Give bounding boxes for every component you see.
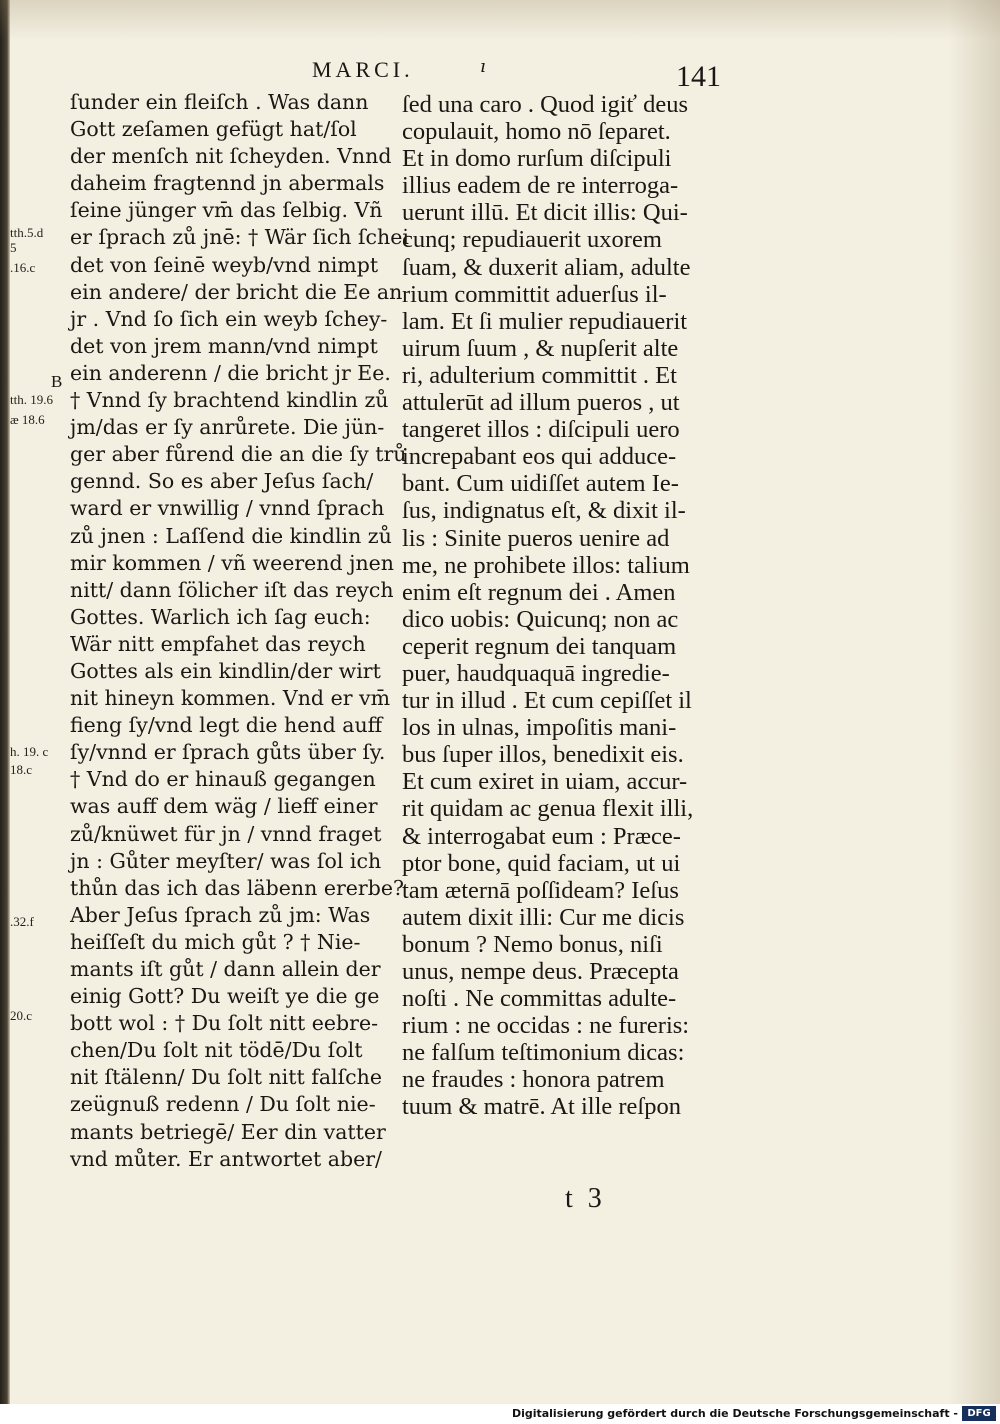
text-line: ceperit regnum dei tanquam [402,632,677,660]
margin-note: 20.c [10,1008,33,1023]
text-line: vnd můter. Er antwortet aber/ [70,1146,382,1171]
text-line: cunq; repudiauerit uxorem [402,226,662,254]
text-line: uirum ſuum , & nupſerit alte [402,334,679,362]
running-head: MARCI. [312,57,414,82]
digitization-credit-text: Digitalisierung gefördert durch die Deutsche Forschungsgemeinschaft - [511,1407,958,1420]
text-line: lam. Et ſi mulier repudiauerit [402,307,688,335]
text-line: unus, nempe deus. Præcepta [402,958,679,985]
text-line: nit hineyn kommen. Vnd er vm̄ [70,686,391,711]
margin-note: 5 [10,240,17,255]
text-line: † Vnnd ſy brachtend kindlin zů [70,388,389,413]
signature-mark: t 3 [565,1183,606,1214]
text-line: ward er vnwillig / vnnd ſprach [70,496,385,521]
text-line: det von jrem mann/vnd nimpt [70,333,378,358]
text-line: nit ſtälenn/ Du ſolt nitt falſche [70,1065,382,1090]
text-line: rit quidam ac genua flexit illi, [402,795,694,823]
margin-note: .32.f [10,914,34,929]
text-line: ſus, indignatus eſt, & dixit il- [402,497,686,525]
text-line: copulauit, homo nō ſeparet. [402,118,671,146]
text-line: enim eſt regnum dei . Amen [402,578,676,606]
text-line: rium committit aduerſus il- [402,280,667,308]
text-line: ger aber fůrend die an die ſy trů [70,442,407,467]
text-line: ein andere/ der bricht die Ee an [70,279,403,304]
text-line: & interrogabat eum : Præce- [402,822,681,850]
margin-note: h. 19. c [10,744,49,759]
text-line: mants iſt gůt / dann allein der [70,957,381,981]
text-line: zů jnen : Laſſend die kindlin zů [70,523,392,548]
text-line: bott wol : † Du ſolt nitt eebre- [70,1011,379,1036]
text-line: illius eadem de re interroga- [402,172,679,200]
text-line: jn : Gůter meyſter/ was ſol ich [70,848,382,873]
text-line: einig Gott? Du weiſt ye die ge [70,984,380,1009]
margin-note: æ 18.6 [10,412,45,427]
margin-note: tth.5.d [10,225,44,240]
text-line: ſeine jünger vm̄ das ſelbig. Vñ [70,198,383,223]
text-line: bus ſuper illos, benedixit eis. [402,741,684,769]
text-line: lis : Sinite pueros uenire ad [402,524,670,552]
text-line: nitt/ dann ſölicher iſt das reych [70,577,394,602]
text-line: puer, haudquaquā ingredie- [402,659,670,687]
text-line: ne falſum teſtimonium dicas: [402,1039,685,1067]
text-line: ptor bone, quid faciam, ut ui [402,849,681,877]
text-line: los in ulnas, impoſitis mani- [402,714,677,742]
text-line: Aber Jeſus ſprach zů jm: Was [70,902,371,927]
digitization-credit-bar [0,1404,1000,1424]
margin-note: .16.c [10,260,36,275]
head-mark: ı [480,56,486,77]
text-line: tam æternā poſſideam? Ieſus [402,876,679,904]
text-line: dico uobis: Quicunq; non ac [402,605,679,633]
text-line: noſti . Ne committas adulte- [402,985,677,1013]
text-line: Et cum exiret in uiam, accur- [402,768,688,796]
text-line: autem dixit illi: Cur me dicis [402,903,685,931]
section-letter: B [51,372,63,391]
text-line: tuum & matrē. At ille reſpon [402,1093,681,1121]
dfg-logo: DFG [962,1406,996,1421]
text-line: attulerūt ad illum pueros , ut [402,389,680,417]
text-line: tur in illud . Et cum cepiſſet il [402,687,692,715]
margin-note: tth. 19.6 [10,392,53,407]
text-line: tangeret illos : diſcipuli uero [402,416,680,444]
text-line: chen/Du ſolt nit tödē/Du ſolt [70,1038,363,1063]
text-line: jm/das er ſy anrůrete. Die jün- [70,415,385,440]
text-line: Et in domo rurſum diſcipuli [402,145,672,173]
text-line: er ſprach zů jnē: † Wär ſich ſchei [70,225,409,250]
text-line: bant. Cum uidiſſet autem Ie- [402,470,679,498]
text-line: ſuam, & duxerit aliam, adulte [402,253,691,281]
text-line: ſed una caro . Quod igiť deus [402,91,689,118]
text-line: rium : ne occidas : ne fureris: [402,1012,690,1040]
text-line: heiſſeſt du mich gůt ? † Nie- [70,929,361,954]
german-text-column [70,89,409,1173]
text-line: ne fraudes : honora patrem [402,1066,665,1094]
text-line: thůn das ich das läbenn ererbe? [70,875,404,900]
text-line: ri, adulterium committit . Et [402,361,677,389]
text-line: daheim fragtennd jn abermals [70,171,385,196]
text-line: ſy/vnnd er ſprach gůts über ſy. [70,740,386,765]
text-line: mants betriegē/ Eer din vatter [70,1119,386,1144]
text-line: fieng ſy/vnd legt die hend auff [70,713,383,738]
text-line: uerunt illū. Et dicit illis: Qui- [402,199,688,227]
text-line: bonum ? Nemo bonus, niſi [402,930,663,958]
text-line: gennd. So es aber Jeſus ſach/ [70,469,374,494]
text-line: Gottes als ein kindlin/der wirt [70,658,381,683]
text-line: increpabant eos qui adduce- [402,443,677,471]
text-line: zeügnuß redenn / Du ſolt nie- [70,1092,376,1117]
latin-text-column [402,91,712,1121]
text-line: der menſch nit ſcheyden. Vnnd [70,144,392,169]
text-line: ein anderenn / die bricht jr Ee. [70,360,391,385]
text-line: Gott zeſamen gefügt hat/ſol [70,117,357,142]
text-line: ſunder ein fleiſch . Was dann [70,90,369,114]
folio-number: 141 [676,60,721,93]
text-line: Gottes. Warlich ich ſag euch: [70,604,371,629]
text-line: was auff dem wäg / lieff einer [70,794,378,819]
text-line: † Vnd do er hinauß gegangen [70,767,376,792]
text-line: me, ne prohibete illos: talium [402,551,690,579]
text-line: mir kommen / vñ weerend jnen [70,550,395,575]
text-line: zů/knüwet für jn / vnnd fraget [70,821,382,846]
text-line: Wär nitt empfahet das reych [70,631,366,656]
text-line: jr . Vnd ſo ſich ein weyb ſchey- [70,306,388,331]
margin-note: 18.c [10,762,33,777]
text-line: det von ſeinē weyb/vnd nimpt [70,252,379,277]
